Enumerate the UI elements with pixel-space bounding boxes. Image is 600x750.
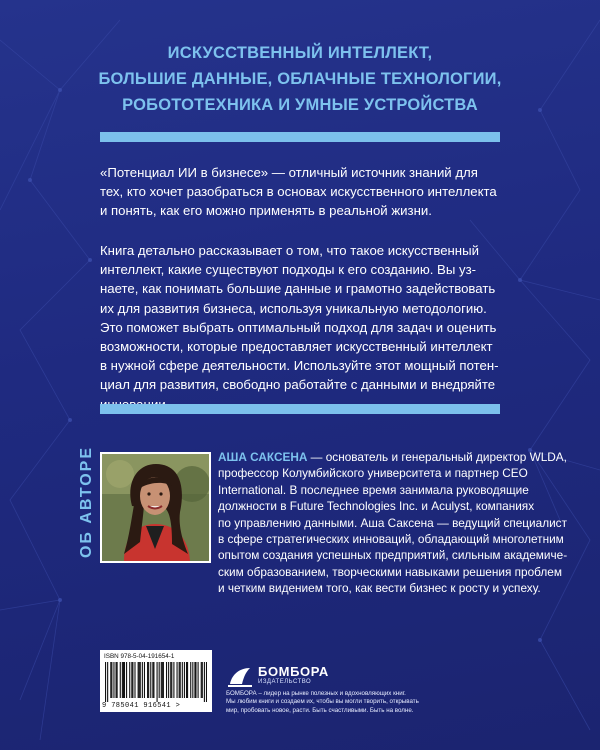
accent-divider-top	[100, 132, 500, 142]
publisher-tagline	[226, 690, 426, 715]
tagline-line: Мы любим книги и создаем их, чтобы вы могли творить, открывать	[226, 698, 419, 706]
barcode-bar	[110, 662, 111, 698]
isbn-text: ISBN 978-5-04-191654-1	[104, 653, 175, 660]
author-bio-line: в сфере стратегических инноваций, обладающий многолетним	[218, 532, 564, 547]
barcode-bar	[111, 662, 112, 698]
text-line: их для развития бизнеса, используя уникальную методологию.	[100, 300, 487, 316]
text-line: интеллект, какие существуют подходы к его созданию. Вы уз-	[100, 262, 477, 278]
text-line: «Потенциал ИИ в бизнесе» — отличный источник знаний для	[100, 165, 478, 180]
barcode-bars	[105, 662, 207, 702]
barcode-bar	[190, 662, 191, 698]
author-bio-line: ским образованием, творческими навыками решения проблем	[218, 564, 562, 579]
author-bio-line: должности в Future Technologies Inc. и Aculyst, компаниях	[218, 499, 535, 514]
publisher-logo	[226, 662, 346, 690]
headline	[60, 40, 540, 118]
about-author-label	[78, 437, 96, 567]
barcode-bar	[194, 662, 195, 698]
author-bio-line: International. В последнее время занимала руководящие	[218, 482, 529, 497]
author-photo	[100, 452, 211, 563]
description-paragraph-2	[100, 241, 500, 414]
barcode-bar	[166, 662, 167, 698]
author-bio-line: опытом создания успешных предприятий, сильным академиче-	[218, 548, 568, 563]
publisher-name: БОМБОРА	[258, 664, 329, 679]
barcode-bar	[162, 662, 163, 698]
barcode-bar	[113, 662, 114, 698]
description-paragraph-1	[100, 163, 500, 221]
barcode-bar	[107, 662, 108, 702]
author-portrait-illustration	[102, 454, 209, 561]
text-line: возможности, которые предоставляет искусственный интеллект	[100, 339, 493, 355]
barcode-bar	[124, 662, 125, 698]
headline-line: БОЛЬШИЕ ДАННЫЕ, ОБЛАЧНЫЕ ТЕХНОЛОГИИ,	[98, 70, 502, 88]
barcode-bar	[168, 662, 169, 698]
barcode-bar	[139, 662, 140, 698]
barcode-bar	[129, 662, 130, 698]
barcode-bar	[117, 662, 118, 698]
barcode-bar	[157, 662, 158, 702]
accent-divider-middle	[100, 404, 500, 414]
barcode-bar	[163, 662, 164, 698]
barcode-bar	[140, 662, 141, 698]
barcode-bar	[122, 662, 123, 698]
headline-line: ИСКУССТВЕННЫЙ ИНТЕЛЛЕКТ,	[167, 44, 433, 62]
text-line: тех, кто хочет разобраться в основах искусственного интеллекта	[100, 184, 497, 200]
text-line: циал для развития, свободно работайте с данными и внедряйте	[100, 377, 496, 393]
author-bio	[218, 449, 568, 597]
barcode-bar	[179, 662, 180, 698]
author-bio-text: — основатель и генеральный директор WLDA,	[307, 450, 567, 464]
barcode-bar	[105, 662, 106, 702]
barcode-bar	[123, 662, 124, 698]
barcode-bar	[171, 662, 172, 698]
barcode-bar	[153, 662, 154, 698]
barcode-bar	[138, 662, 139, 698]
barcode-bar	[161, 662, 162, 698]
barcode-bar	[132, 662, 133, 698]
barcode-bar	[131, 662, 132, 698]
barcode-bar	[170, 662, 171, 698]
barcode-bar	[184, 662, 185, 698]
barcode-bar	[144, 662, 145, 698]
text-line: Это поможет выбрать оптимальный подход для задач и оценить	[100, 319, 497, 335]
barcode-bar	[187, 662, 188, 698]
barcode-bar	[116, 662, 117, 698]
barcode-bar	[150, 662, 151, 698]
author-bio-line: профессор Колумбийского университета и партнер CEO	[218, 466, 528, 481]
barcode-label	[100, 650, 212, 712]
about-author-label-text: ОБ АВТОРЕ	[78, 445, 95, 559]
barcode-bar	[147, 662, 148, 698]
barcode-bar	[148, 662, 149, 698]
text-line: и понять, как его можно применять в реальной жизни.	[100, 203, 432, 219]
author-bio-first-line	[218, 449, 567, 465]
barcode-bar	[177, 662, 178, 698]
barcode-bar	[204, 662, 205, 702]
barcode-bar	[201, 662, 202, 698]
barcode-bar	[202, 662, 203, 698]
barcode-bar	[126, 662, 127, 698]
barcode-bar	[206, 662, 207, 702]
text-line: в нужной сфере деятельности. Используйте этот мощный потен-	[100, 358, 499, 374]
author-name: АША САКСЕНА	[218, 450, 308, 464]
barcode-bar	[142, 662, 143, 698]
barcode-bar	[159, 662, 160, 698]
barcode-bar	[134, 662, 135, 698]
barcode-bar	[186, 662, 187, 698]
author-bio-line: и четким видением того, как вести бизнес к росту и успеху.	[218, 581, 541, 596]
barcode-bar	[173, 662, 174, 698]
barcode-bar	[152, 662, 153, 698]
publisher-subtitle: ИЗДАТЕЛЬСТВО	[258, 679, 312, 685]
barcode-bar	[120, 662, 121, 698]
text-line: наете, как понимать большие данные и грамотно задействовать	[100, 281, 496, 297]
tagline-line: БОМБОРА – лидер на рынке полезных и вдохновляющих книг.	[226, 690, 406, 697]
barcode-bar	[195, 662, 196, 698]
author-bio-line: по управлению данными. Аша Саксена — ведущий специалист	[218, 515, 567, 530]
barcode-bar	[198, 662, 199, 698]
headline-line: РОБОТОТЕХНИКА И УМНЫЕ УСТРОЙСТВА	[122, 96, 478, 114]
bombora-logo-icon	[226, 662, 254, 690]
barcode-bar	[192, 662, 193, 698]
barcode-bar	[180, 662, 181, 698]
tagline-line: мир, пробовать новое, расти. Быть счастливыми. Быть на волне.	[226, 706, 414, 714]
barcode-digits: 9 785041 916541 >	[102, 702, 181, 710]
text-line: Книга детально рассказывает о том, что такое искусственный	[100, 243, 479, 258]
barcode-bar	[182, 662, 183, 698]
